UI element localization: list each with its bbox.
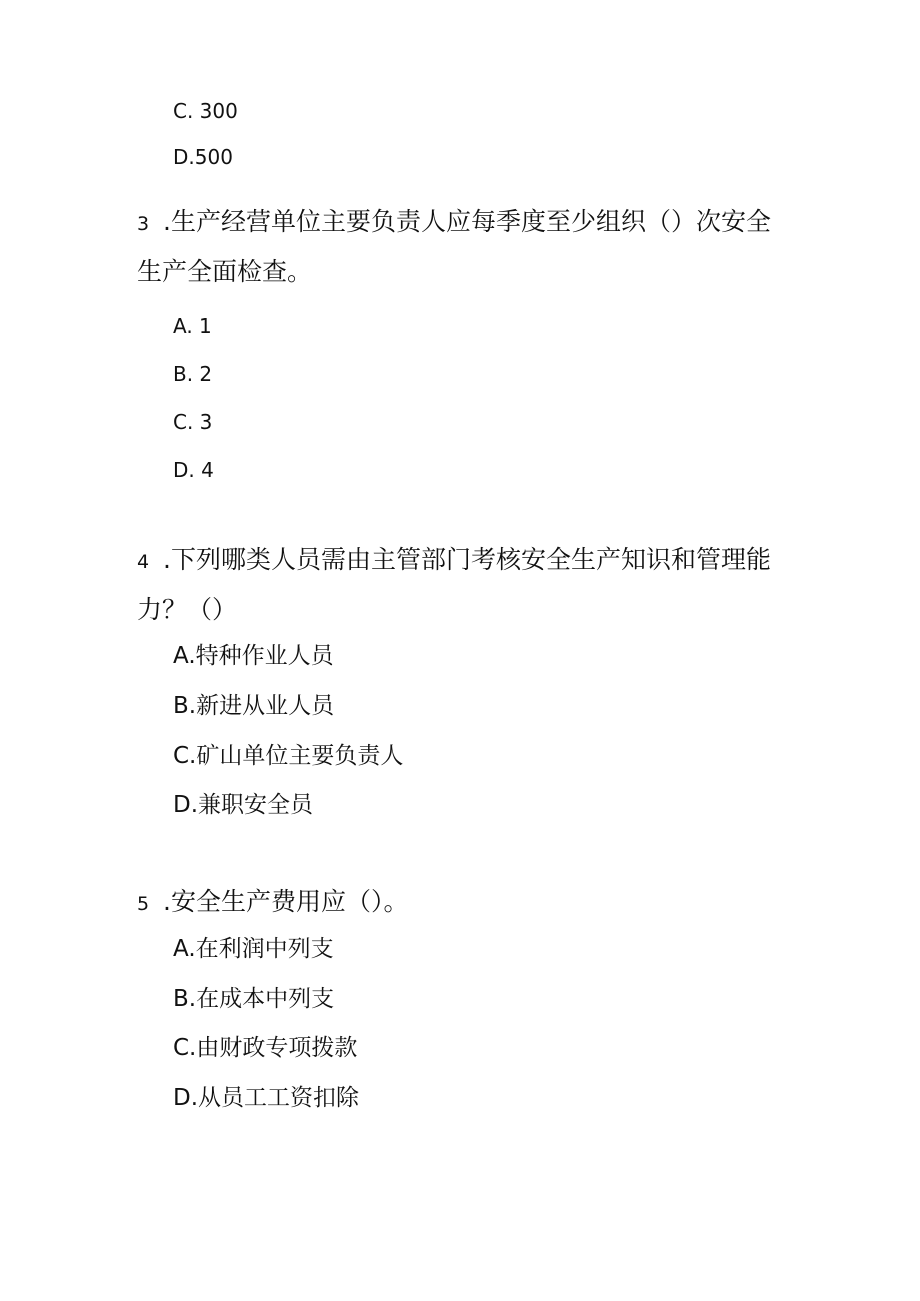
question-3 bbox=[137, 198, 771, 296]
option-b: B. 2 bbox=[173, 362, 213, 386]
question-4 bbox=[137, 536, 771, 634]
question-number: 3 bbox=[137, 213, 150, 235]
question-number: 4 bbox=[137, 551, 150, 573]
question-stem-line1: .生产经营单位主要负责人应每季度至少组织（）次安全 bbox=[163, 207, 771, 236]
option-c: C.矿山单位主要负责人 bbox=[173, 743, 404, 769]
option-d: D.从员工工资扣除 bbox=[173, 1085, 360, 1111]
question-stem-line2: 力？（） bbox=[137, 595, 238, 624]
question-5 bbox=[137, 878, 408, 928]
option-a: A.在利润中列支 bbox=[173, 936, 334, 962]
question-stem-line1: .下列哪类人员需由主管部门考核安全生产知识和管理能 bbox=[163, 545, 771, 574]
option-d: D.兼职安全员 bbox=[173, 792, 314, 818]
option-c: C.由财政专项拨款 bbox=[173, 1035, 358, 1061]
option-c: C. 3 bbox=[173, 410, 213, 434]
question-number: 5 bbox=[137, 893, 150, 915]
option-a: A. 1 bbox=[173, 314, 212, 338]
option-b: B.在成本中列支 bbox=[173, 986, 335, 1012]
option-d: D.500 bbox=[173, 145, 233, 169]
question-stem-line1: .安全生产费用应（）。 bbox=[163, 887, 409, 916]
question-stem-line2: 生产全面检查。 bbox=[137, 257, 313, 286]
option-a: A.特种作业人员 bbox=[173, 643, 334, 669]
option-c: C. 300 bbox=[173, 99, 238, 123]
option-b: B.新进从业人员 bbox=[173, 693, 335, 719]
option-d: D. 4 bbox=[173, 458, 214, 482]
